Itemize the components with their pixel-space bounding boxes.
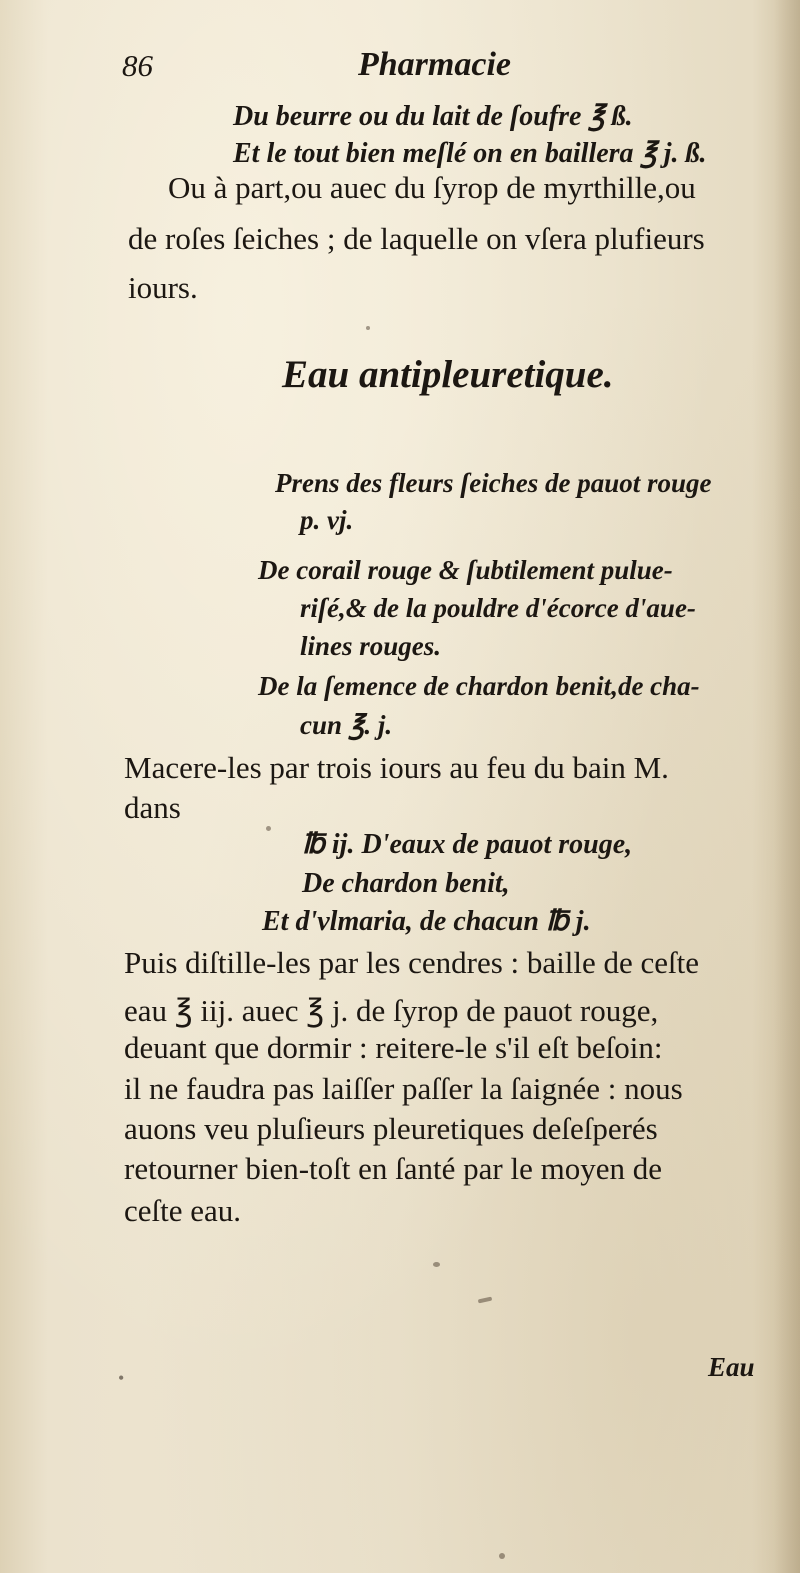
paper-speck bbox=[433, 1262, 440, 1267]
recipe-line: De corail rouge & ſubtilement pulue- bbox=[258, 555, 673, 585]
paragraph-line: Macere-les par trois iours au feu du bain M. bbox=[124, 750, 669, 785]
paragraph-line: eau ℥ iij. auec ℥ j. de ſyrop de pauot rouge, bbox=[124, 993, 659, 1028]
recipe-line: ℔ ij. D'eaux de pauot rouge, bbox=[302, 829, 633, 860]
recipe-line: Et le tout bien meſlé on en baillera ℥ j. ß. bbox=[233, 138, 707, 169]
paragraph-line: il ne faudra pas laiſſer paſſer la ſaignée : nous bbox=[124, 1071, 683, 1106]
recipe-line: lines rouges. bbox=[300, 631, 442, 661]
ink-blot: • bbox=[118, 1368, 125, 1388]
paragraph-line: deuant que dormir : reitere-le s'il eſt beſoin: bbox=[124, 1030, 663, 1065]
paper-speck bbox=[478, 1297, 493, 1304]
paragraph-line: retourner bien-toſt en ſanté par le moyen de bbox=[124, 1151, 662, 1186]
recipe-line: Du beurre ou du lait de ſoufre ℥ ß. bbox=[233, 101, 633, 132]
recipe-line: Et d'vlmaria, de chacun ℔ j. bbox=[262, 906, 591, 937]
page-number: 86 bbox=[122, 48, 153, 83]
running-head: Pharmacie bbox=[358, 46, 511, 83]
recipe-line: De chardon benit, bbox=[302, 868, 510, 899]
paragraph-line: Puis diſtille-les par les cendres : baille de ceſte bbox=[124, 945, 700, 980]
paper-speck bbox=[499, 1553, 505, 1559]
paragraph-line: auons veu pluſieurs pleuretiques deſeſperés bbox=[124, 1111, 658, 1146]
paragraph-line: Ou à part,ou auec du ſyrop de myrthille,ou bbox=[168, 170, 696, 205]
recipe-line: cun ℥. j. bbox=[300, 710, 393, 740]
paragraph-line: dans bbox=[124, 790, 181, 825]
page-edge-shadow bbox=[774, 0, 800, 1573]
recipe-line: riſé,& de la pouldre d'écorce d'aue- bbox=[300, 593, 696, 623]
recipe-line: De la ſemence de chardon benit,de cha- bbox=[258, 671, 700, 701]
paragraph-line: ceſte eau. bbox=[124, 1193, 242, 1228]
recipe-line: Prens des fleurs ſeiches de pauot rouge bbox=[275, 468, 712, 498]
paper-speck bbox=[366, 326, 370, 330]
paragraph-line: iours. bbox=[128, 270, 198, 305]
paper-speck bbox=[266, 826, 271, 831]
paragraph-line: de roſes ſeiches ; de laquelle on vſera plufieurs bbox=[128, 221, 705, 256]
catchword: Eau bbox=[708, 1352, 755, 1382]
recipe-line: p. vj. bbox=[300, 505, 354, 535]
section-heading: Eau antipleuretique. bbox=[282, 353, 614, 396]
